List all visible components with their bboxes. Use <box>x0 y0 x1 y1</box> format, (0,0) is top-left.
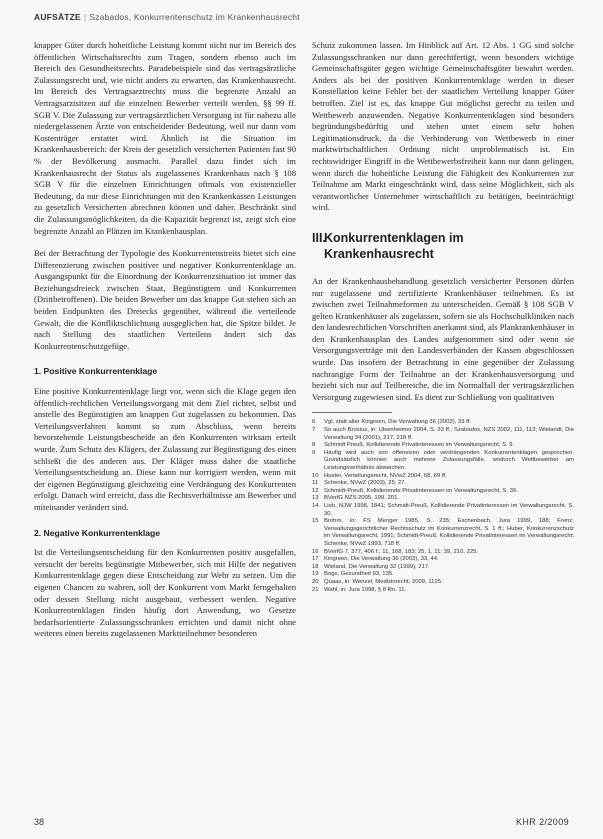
footnote <box>312 571 574 579</box>
section-heading-positive: 1. Positive Konkurrentenklage <box>34 366 158 377</box>
chapter-title-line-2: Krankenhausrecht <box>324 246 434 261</box>
paragraph: Bei der Betrachtung der Typologie des Konkurrentenstreits bietet sich eine Differenzierung zwischen positiver und negativer Konkurrentenklage an. Ausgangspunkt für die Einordnung der Konkurrenzsituation ist immer das Beziehungsdreieck zwischen Staat, Begünstigtem und Konkurrenten (Drittbetroffenen). Die beiden Bewerber um das knappe Gut stehen sich an beiden Endpunkten des Dreiecks gegenüber, während die verteilende Gewalt, die die Konfliktschlichtung ausgeglichen hat, die Spitze bildet. Je nach Stellung des staatlichen Verteilens ändert sich das Konkurrentenschutzgefüge. <box>34 248 296 351</box>
footnote <box>312 427 574 442</box>
footnote <box>312 419 574 427</box>
footnote-text: Schmidt Preuß, Kollidierende Privatinteressen im Verwaltungsrecht, S. 9. <box>324 442 515 449</box>
paragraph: Eine positive Konkurrentenklage liegt vor, wenn sich die Klage gegen den öffentlich-rechtlichen Verteilungsvorgang mit dem Ziel richtet, selbst und anstelle des Begünstigten am knappen Gut zugelassen zu bekommen. Das Verteilungsverfahren kommt so zum Abschluss, wenn bereits bevorstehende Leistungsbescheide an den Konkurrenten wirksam erteilt wurde. Zum Schutz des Klägers, der Zulassung zur Begünstigung des einen schließt die des anderen aus. Der Kläger muss daher die staatliche Verteilungsentscheidung an. Diese kann nur korrigiert werden, wenn mit der eigenen Begünstigung gleichzeitig eine Verdrängung des Konkurrenten erfolgt. Danach wird erreicht, dass die Rechtsverhältnisse am Bewerber und miteinander verändert sind. <box>34 386 296 512</box>
footnote-number: 6 <box>312 419 316 426</box>
footnote-number: 16 <box>312 548 319 555</box>
footnote-text: Brohm, in: FS Menger 1985, S. 235; Eschenbach, Jura 1999, 188; Frenz, Verwaltungsgerichtlicher Rechtsschutz im Konkurrenzrecht, S. 1 ff.; Huber, Konkurrenzschutz im Verwaltungsrecht, 1991; Schmidt-Preuß, Kollidierende Privatinteressen im Verwaltungsrecht; Schenke, NVwZ 1993, 718 ff. <box>324 518 574 547</box>
footnote <box>312 473 574 481</box>
footnote-text: Quaas, in: Wenzel, Medizinrecht, 2009, 1125. <box>324 578 443 585</box>
section-heading-negative: 2. Negative Konkurrentenklage <box>34 527 161 538</box>
footnote-divider <box>312 412 392 413</box>
footnote-number: 9 <box>312 449 316 456</box>
footnote-text: Kingreen, Die Verwaltung 36 (2003), 33, 44. <box>324 556 439 563</box>
footnote <box>312 495 574 503</box>
footnote <box>312 556 574 564</box>
footnote-number: 8 <box>312 442 316 449</box>
footnote-text: Wahl, in: Jura 1998, § 8 Rn. 11. <box>324 586 407 593</box>
paragraph: Schutz zukommen lassen. Im Hinblick auf Art. 12 Abs. 1 GG sind solche Zulassungsschranken nur dann gerechtfertigt, wenn besonders wichtige Gemeinschaftsgüter gegen wichtige Gemeinschaftsgüter bewahrt werden. Anders als bei der positiven Konkurrentenklage werden in dieser Konstellation keine Fehler bei der staatlichen Verteilung knapper Güter betroffen. Ziel ist es, das knappe Gut möglichst gerecht zu teilen und Wettbewerb anzuwenden. Negative Konkurrentenklagen sind besonders begründungsbedürftig und stehen unter einem sehr hohen Legitimationsdruck, da die Verhinderung von Wettbewerb in einer marktwirtschaftlichen Ordnung nicht unproblematisch ist. Ein rechtswidriger Eingriff in die Wettbewerbsfreiheit kann nur dann gelingen, wenn durch die hoheitliche Leistung die Fähigkeit des Konkurrenten zur Teilnahme am Markt eingeschränkt wird, dass seine Möglichkeit, sich als verantwortlicher Unternehmer wirtschaftlich zu betätigen, beeinträchtigt wird. <box>312 40 574 213</box>
footnote-number: 11 <box>312 480 319 487</box>
footnote-text: Huster, Verteilungsrecht, NVwZ 2004, 68, 69 ff. <box>324 472 447 479</box>
footnote <box>312 518 574 548</box>
footnote-text: Schmidt-Preuß, Kollidierende Privatinteressen im Verwaltungsrecht, S. 39. <box>324 487 518 494</box>
footnote-text: So auch Brosius, in: Ulsenheimer 2004, S. 33 ff.; Szabados, NZS 2002, 111, 113; Wielandt, Die Verwaltung 34 (2001), 217, 218 ff. <box>324 427 574 441</box>
footnote <box>312 450 574 473</box>
paragraph: An der Krankenhausbehandlung gesetzlich versicherter Personen dürfen nur zugelassene und zertifizierte Krankenhäuser teilnehmen. Es ist zwischen zwei Teilnahmeformen zu unterscheiden. Gemäß § 108 SGB V gelten Krankenhäuser als zugelassen, sofern sie als Hochschulkliniken nach den landesrechtlichen Vorschriften anerkannt sind, als Plankrankenhäuser in den Krankenhausplan des Landes aufgenommen sind oder wenn sie Versorgungsverträge mit den Landesverbänden der Kassen abgeschlossen wurde. Das insofern der Betrachtung in eine gegenüber der Zulassung nachrangige Form der Teilnahme an der Krankenhausversorgung und bezieht sich nur auf Teilbereiche, die im Normalfall der vertragsärztlichen Versorgung zugewiesen sind. Es dient zur Schließung von qualitativen <box>312 275 574 402</box>
footnote-number: 15 <box>312 518 319 525</box>
footnote-number: 18 <box>312 563 319 570</box>
footnote-text: Wieland, Die Verwaltung 32 (1999), 217. <box>324 563 430 570</box>
header-separator: | <box>83 12 87 22</box>
footnote-number: 13 <box>312 495 319 502</box>
footnote-number: 10 <box>312 472 319 479</box>
left-column <box>34 40 296 822</box>
footnote-number: 20 <box>312 578 319 585</box>
footnote <box>312 579 574 587</box>
running-title: Szabados, Konkurrentenschutz im Krankenhausrecht <box>89 12 300 22</box>
footnote <box>312 564 574 572</box>
running-header <box>34 12 574 28</box>
footnote-number: 7 <box>312 427 316 434</box>
footnote-number: 19 <box>312 571 319 578</box>
footnote-text: BVerfG NZS 2005, 199, 201. <box>324 495 399 502</box>
footnote <box>312 587 574 595</box>
footnote <box>312 503 574 518</box>
right-column <box>312 40 574 806</box>
footnotes <box>312 419 574 594</box>
footnote-text: Schenke, NVwZ (2003), 25, 27. <box>324 480 407 487</box>
paragraph: Ist die Verteilungsentscheidung für den Konkurrenten positiv ausgefallen, versucht der bereits begünstigte Mitbewerber, sich mit Hilfe der negativen Konkurrentenklage gegen diese Entscheidung zur Wehr zu setzen. Um die eigenen Chancen zu wahren, soll der Konkurrent vom Markt ferngehalten oder dessen Stellung nicht ausgebaut, verbessert werden. Negative Konkurrentenklagen finden häufig dort Anwendung, wo Gesetze bedarfsorientierte Zulassungsschranken errichten und damit nicht ohne weiteres einen bereits zugelassenen Marktteilnehmer besonderen <box>34 547 296 639</box>
journal-issue: KHR 2/2009 <box>515 817 569 827</box>
footnote-number: 17 <box>312 556 319 563</box>
footnote-number: 14 <box>312 502 319 509</box>
footnote-number: 12 <box>312 487 319 494</box>
chapter-number: III. <box>312 230 326 245</box>
paragraph: knapper Güter durch hoheitliche Leistung kommt nicht nur im Bereich des öffentlichen Wirtschaftsrechts zum Tragen, sondern ebenso auch im Bereich des Gesundheitsrechts. Paradebeispiele sind das vertragsärztliche Zulassungsrecht und, wie nicht anders zu erwarten, das Krankenhausrecht. Im Bereich des Vertragsarztrechts muss die begrenzte Anzahl an Vertragsarztsitzen auf die einzelnen Bewerber verteilt werden, §§ 99 ff. SGB V. Die Zulassung zur vertragsärztlichen Versorgung ist für nahezu alle niedergelassenen Ärzte von entscheidender Bedeutung, weil nur dann vom Kostenträger erstattet wird. Ähnlich ist die Situation im Krankenhausbereich: der Kreis der gesetzlich versicherten Patienten fast 90 % der Bevölkerung ausmacht. Parallel dazu findet sich im Krankenhausrecht der Status als zugelassenes Krankenhaus nach § 108 SGB V für die einzelnen Einrichtungen oftmals von existenzieller Bedeutung, da nur diese Einrichtungen mit den Krankenkassen Leistungen zu gesetzlich Versicherten abrechnen können und daher. Beschränkt sind die Zulassungsmöglichkeiten, da die Kapazität begrenzt ist, zeigt sich eine begrenzte Anzahl an Plätzen im Krankenhausplan. <box>34 40 296 236</box>
footnote-text: Lieb, NJW 1998, 1841; Schmidt-Preuß, Kollidierende Privatinteressen im Verwaltungsrecht, S. 30. <box>324 502 574 517</box>
footnote-text: Vgl. statt aller Kingreen, Die Verwaltung 36 (2003), 33 ff. <box>324 419 471 426</box>
chapter-title-line-1: Konkurrentenklagen im <box>324 230 464 245</box>
footnote-number: 21 <box>312 586 319 593</box>
footnote-text: Bogs, Gesundheit 93, 135. <box>324 571 394 578</box>
footnote-text: BVerfG 7, 377, 406 f.; 11, 168, 183; 25, 1, 11; 39, 210, 225. <box>324 548 479 555</box>
footnote-text: Häufig wird auch von offensiven oder verdrängenden Konkurrentenklagen gesprochen. Grundsätzlich können auch mehrere Zulassungsfälle, wodurch Wettbewerber am Leistungsverhältnis abweichen. <box>324 449 574 471</box>
page-number: 38 <box>34 817 45 827</box>
footnote <box>312 488 574 496</box>
footnote <box>312 549 574 557</box>
section-label: AUFSÄTZE <box>34 12 81 22</box>
footnote <box>312 442 574 450</box>
chapter-heading <box>312 230 574 262</box>
footnote <box>312 480 574 488</box>
